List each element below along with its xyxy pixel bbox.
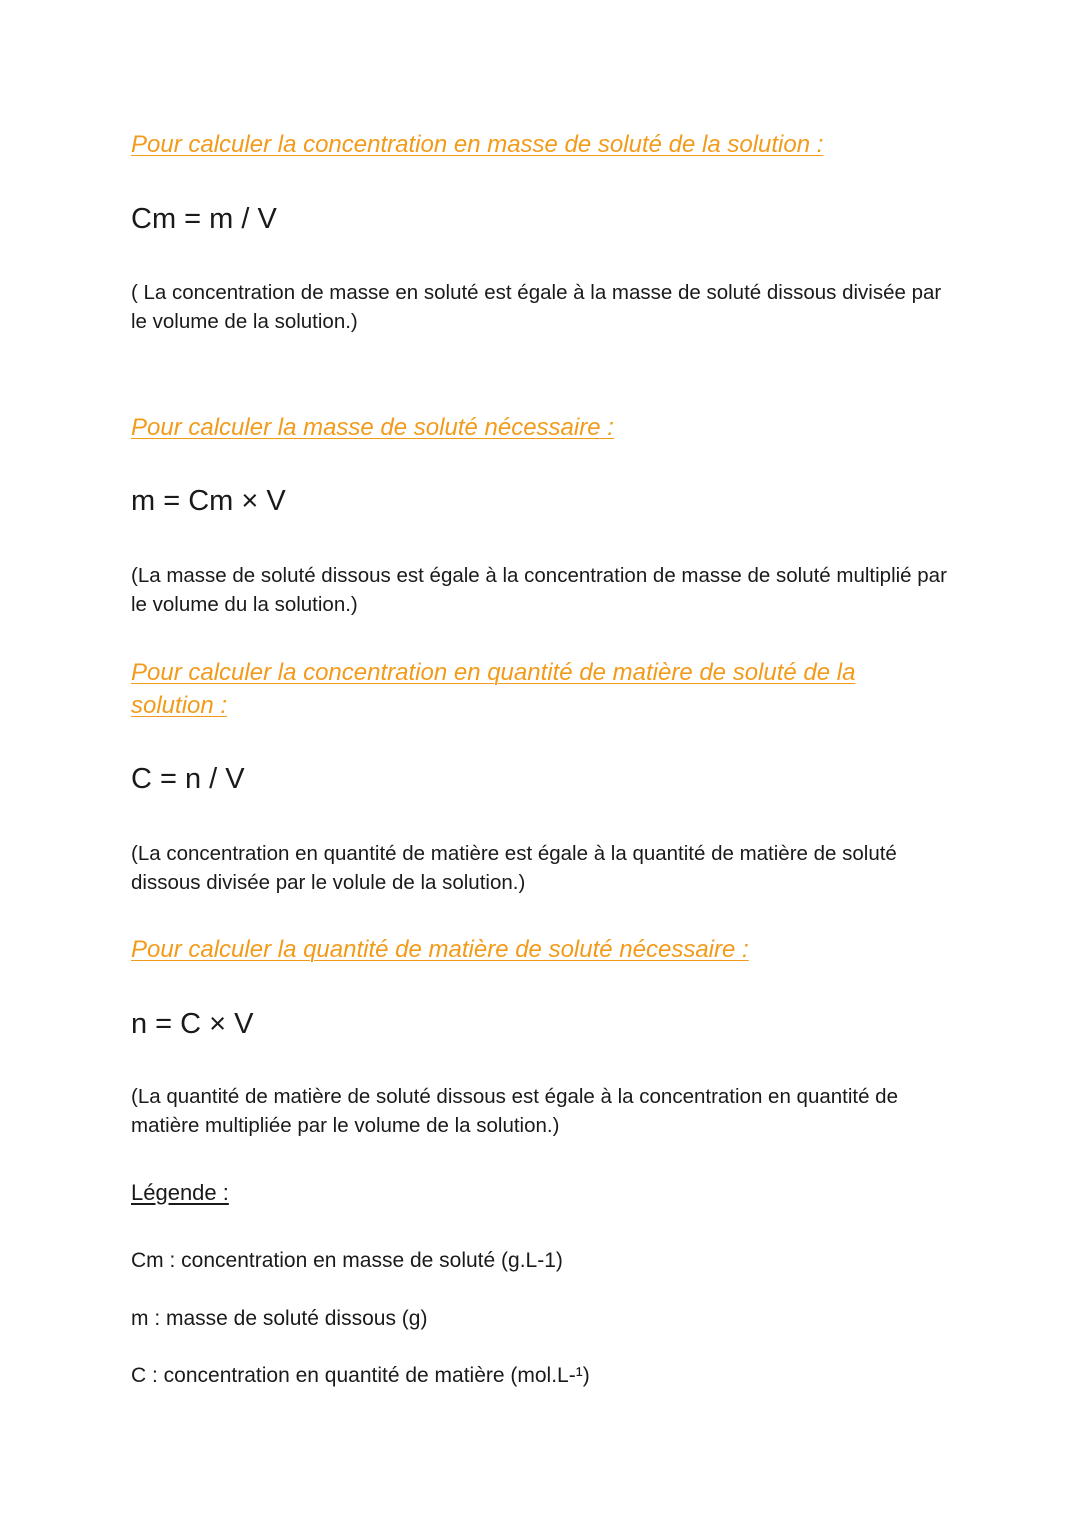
- section-1-heading: Pour calculer la concentration en masse de soluté de la solution :: [131, 131, 824, 158]
- section-1-explanation: ( La concentration de masse en soluté est égale à la masse de soluté dissous divisée par le volume de la solution.): [131, 281, 942, 333]
- section-1-formula: Cm = m / V: [131, 203, 277, 235]
- section-4-explanation: (La quantité de matière de soluté dissous est égale à la concentration en quantité de matière multipliée par le volume de la solution.): [131, 1085, 898, 1137]
- section-4-heading: Pour calculer la quantité de matière de soluté nécessaire :: [131, 936, 749, 963]
- legend-item-c: C : concentration en quantité de matière (mol.L-¹): [131, 1364, 590, 1387]
- section-2-formula: m = Cm × V: [131, 485, 286, 517]
- legend-item-m: m : masse de soluté dissous (g): [131, 1307, 428, 1330]
- legend-title: Légende :: [131, 1180, 229, 1205]
- section-3-formula: C = n / V: [131, 763, 245, 795]
- section-2-heading: Pour calculer la masse de soluté nécessaire :: [131, 414, 614, 441]
- section-4-formula: n = C × V: [131, 1008, 254, 1040]
- section-2-explanation: (La masse de soluté dissous est égale à la concentration de masse de soluté multiplié par le volume du la solution.): [131, 564, 947, 616]
- section-3-explanation: (La concentration en quantité de matière est égale à la quantité de matière de soluté dissous divisée par le volule de la solution.): [131, 842, 897, 894]
- legend-item-cm: Cm : concentration en masse de soluté (g.L-1): [131, 1249, 563, 1272]
- section-3-heading: Pour calculer la concentration en quantité de matière de soluté de la solution :: [131, 659, 856, 719]
